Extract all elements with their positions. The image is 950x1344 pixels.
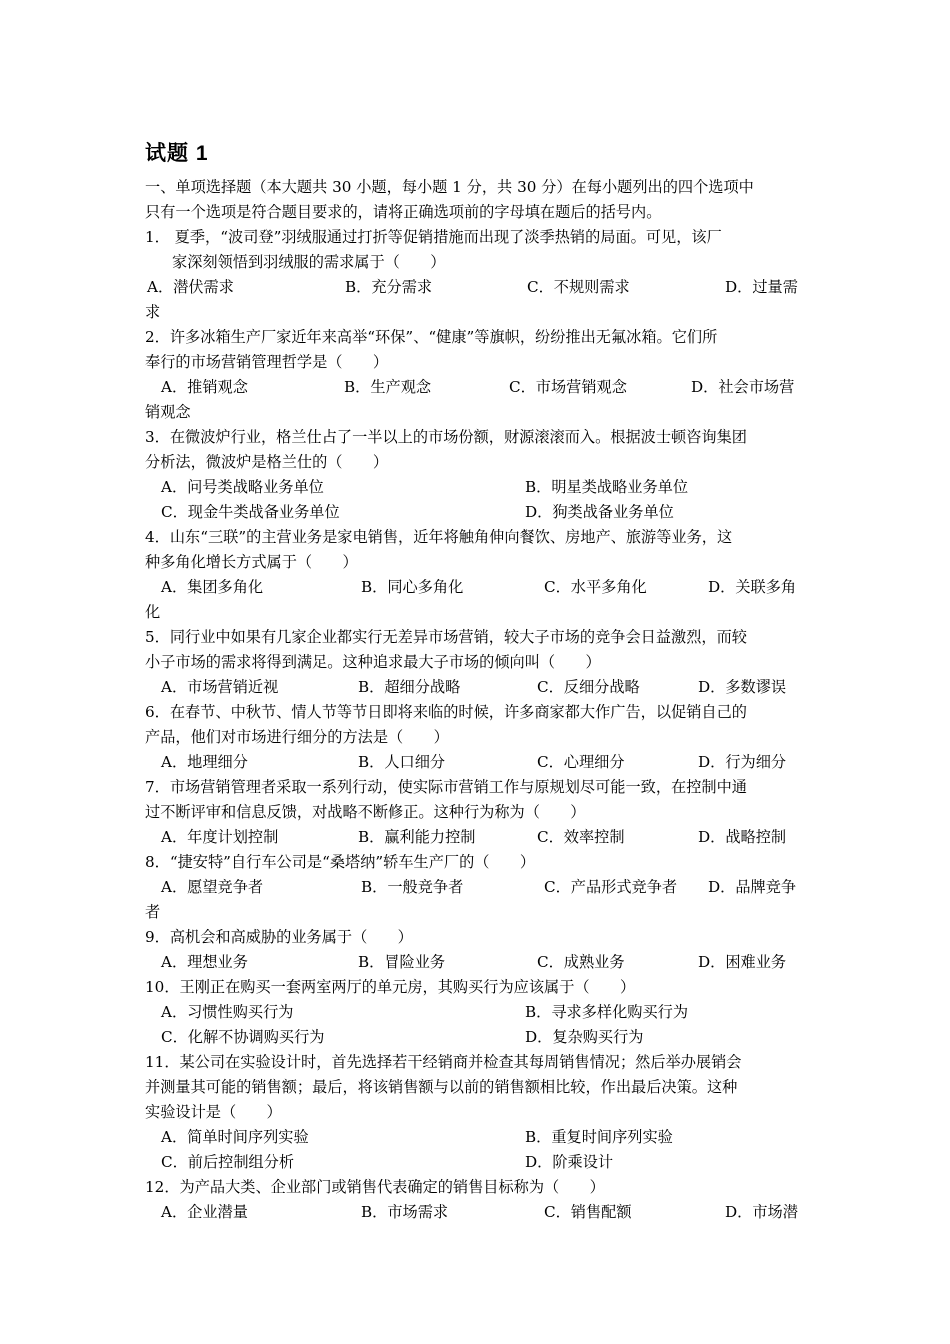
question-text: 种多角化增长方式属于（ ） [145, 553, 358, 571]
option-wrap: 销观念 [145, 403, 191, 421]
option-c: C．不规则需求 [527, 278, 630, 296]
option-d: D．战略控制 [698, 828, 787, 846]
option-a: A．地理细分 [161, 753, 248, 771]
question-text: 1． 夏季，“波司登”羽绒服通过打折等促销措施而出现了淡季热销的局面。可见，该厂 [145, 228, 722, 246]
option-d: D．多数谬误 [698, 678, 787, 696]
option-c: C．效率控制 [537, 828, 625, 846]
question-text: 实验设计是（ ） [145, 1103, 282, 1121]
question-text: 10．王刚正在购买一套两室两厅的单元房，其购买行为应该属于（ ） [145, 978, 636, 996]
page-title: 试题 1 [145, 142, 209, 165]
option-d: D．阶乘设计 [525, 1153, 614, 1171]
option-c: C．成熟业务 [537, 953, 625, 971]
option-b: B．赢利能力控制 [358, 828, 476, 846]
question-text: 4．山东“三联”的主营业务是家电销售，近年将触角伸向餐饮、房地产、旅游等业务，这 [145, 528, 733, 546]
option-a: A．习惯性购买行为 [161, 1003, 294, 1021]
question-text: 产品，他们对市场进行细分的方法是（ ） [145, 728, 449, 746]
option-b: B．冒险业务 [358, 953, 446, 971]
option-a: A．企业潜量 [161, 1203, 248, 1221]
question-text: 分析法，微波炉是格兰仕的（ ） [145, 453, 388, 471]
option-a: A．理想业务 [161, 953, 248, 971]
option-d: D．关联多角 [708, 578, 797, 596]
section-instructions-line: 只有一个选项是符合题目要求的，请将正确选项前的字母填在题后的括号内。 [145, 203, 662, 221]
question-text: 奉行的市场营销管理哲学是（ ） [145, 353, 388, 371]
option-a: A．潜伏需求 [147, 278, 234, 296]
option-c: C．销售配额 [544, 1203, 632, 1221]
option-b: B．寻求多样化购买行为 [525, 1003, 689, 1021]
option-c: C．产品形式竞争者 [544, 878, 678, 896]
option-c: C．心理细分 [537, 753, 625, 771]
option-wrap: 者 [145, 903, 161, 921]
question-text: 小子市场的需求将得到满足。这种追求最大子市场的倾向叫（ ） [145, 653, 601, 671]
question-text: 7．市场营销管理者采取一系列行动，使实际市营销工作与原规划尽可能一致，在控制中通 [145, 778, 747, 796]
option-c: C．反细分战略 [537, 678, 640, 696]
option-a: A．年度计划控制 [161, 828, 279, 846]
question-text: 6．在春节、中秋节、情人节等节日即将来临的时候，许多商家都大作广告，以促销自己的 [145, 703, 747, 721]
option-d: D．过量需 [725, 278, 798, 296]
option-d: D．困难业务 [698, 953, 787, 971]
option-wrap: 求 [145, 303, 161, 321]
question-text: 9．高机会和高威胁的业务属于（ ） [145, 928, 413, 946]
option-b: B．同心多角化 [361, 578, 464, 596]
question-text: 家深刻领悟到羽绒服的需求属于（ ） [172, 253, 446, 271]
option-c: C．现金牛类战备业务单位 [161, 503, 340, 521]
option-a: A．集团多角化 [161, 578, 264, 596]
option-b: B．重复时间序列实验 [525, 1128, 673, 1146]
option-b: B．生产观念 [344, 378, 432, 396]
option-d: D．品牌竞争 [708, 878, 797, 896]
option-d: D．狗类战备业务单位 [525, 503, 674, 521]
option-b: B．充分需求 [345, 278, 433, 296]
option-b: B．市场需求 [361, 1203, 449, 1221]
option-c: C．前后控制组分析 [161, 1153, 295, 1171]
question-text: 5．同行业中如果有几家企业都实行无差异市场营销，较大子市场的竞争会日益激烈，而较 [145, 628, 747, 646]
option-b: B．超细分战略 [358, 678, 461, 696]
option-b: B．一般竞争者 [361, 878, 464, 896]
question-text: 2．许多冰箱生产厂家近年来高举“环保”、“健康”等旗帜，纷纷推出无氟冰箱。它们所 [145, 328, 718, 346]
option-b: B．人口细分 [358, 753, 446, 771]
question-text: 并测量其可能的销售额；最后，将该销售额与以前的销售额相比较，作出最后决策。这种 [145, 1078, 738, 1096]
option-wrap: 化 [145, 603, 161, 621]
option-a: A．愿望竞争者 [161, 878, 264, 896]
question-text: 过不断评审和信息反馈，对战略不断修正。这种行为称为（ ） [145, 803, 586, 821]
option-d: D．社会市场营 [691, 378, 795, 396]
option-d: D．行为细分 [698, 753, 787, 771]
question-text: 3．在微波炉行业，格兰仕占了一半以上的市场份额，财源滚滚而入。根据波士顿咨询集团 [145, 428, 747, 446]
option-c: C．市场营销观念 [509, 378, 627, 396]
option-d: D．市场潜 [725, 1203, 798, 1221]
question-text: 11．某公司在实验设计时，首先选择若干经销商并检查其每周销售情况；然后举办展销会 [145, 1053, 742, 1071]
option-a: A．简单时间序列实验 [161, 1128, 309, 1146]
option-c: C．化解不协调购买行为 [161, 1028, 325, 1046]
option-a: A．问号类战略业务单位 [161, 478, 324, 496]
option-c: C．水平多角化 [544, 578, 647, 596]
option-b: B．明星类战略业务单位 [525, 478, 689, 496]
option-a: A．推销观念 [161, 378, 248, 396]
option-a: A．市场营销近视 [161, 678, 279, 696]
option-d: D．复杂购买行为 [525, 1028, 644, 1046]
question-text: 8．“捷安特”自行车公司是“桑塔纳”轿车生产厂的（ ） [145, 853, 536, 871]
section-instructions-line: 一、单项选择题（本大题共 30 小题，每小题 1 分，共 30 分）在每小题列出的四个选项中 [145, 178, 754, 196]
question-text: 12．为产品大类、企业部门或销售代表确定的销售目标称为（ ） [145, 1178, 605, 1196]
